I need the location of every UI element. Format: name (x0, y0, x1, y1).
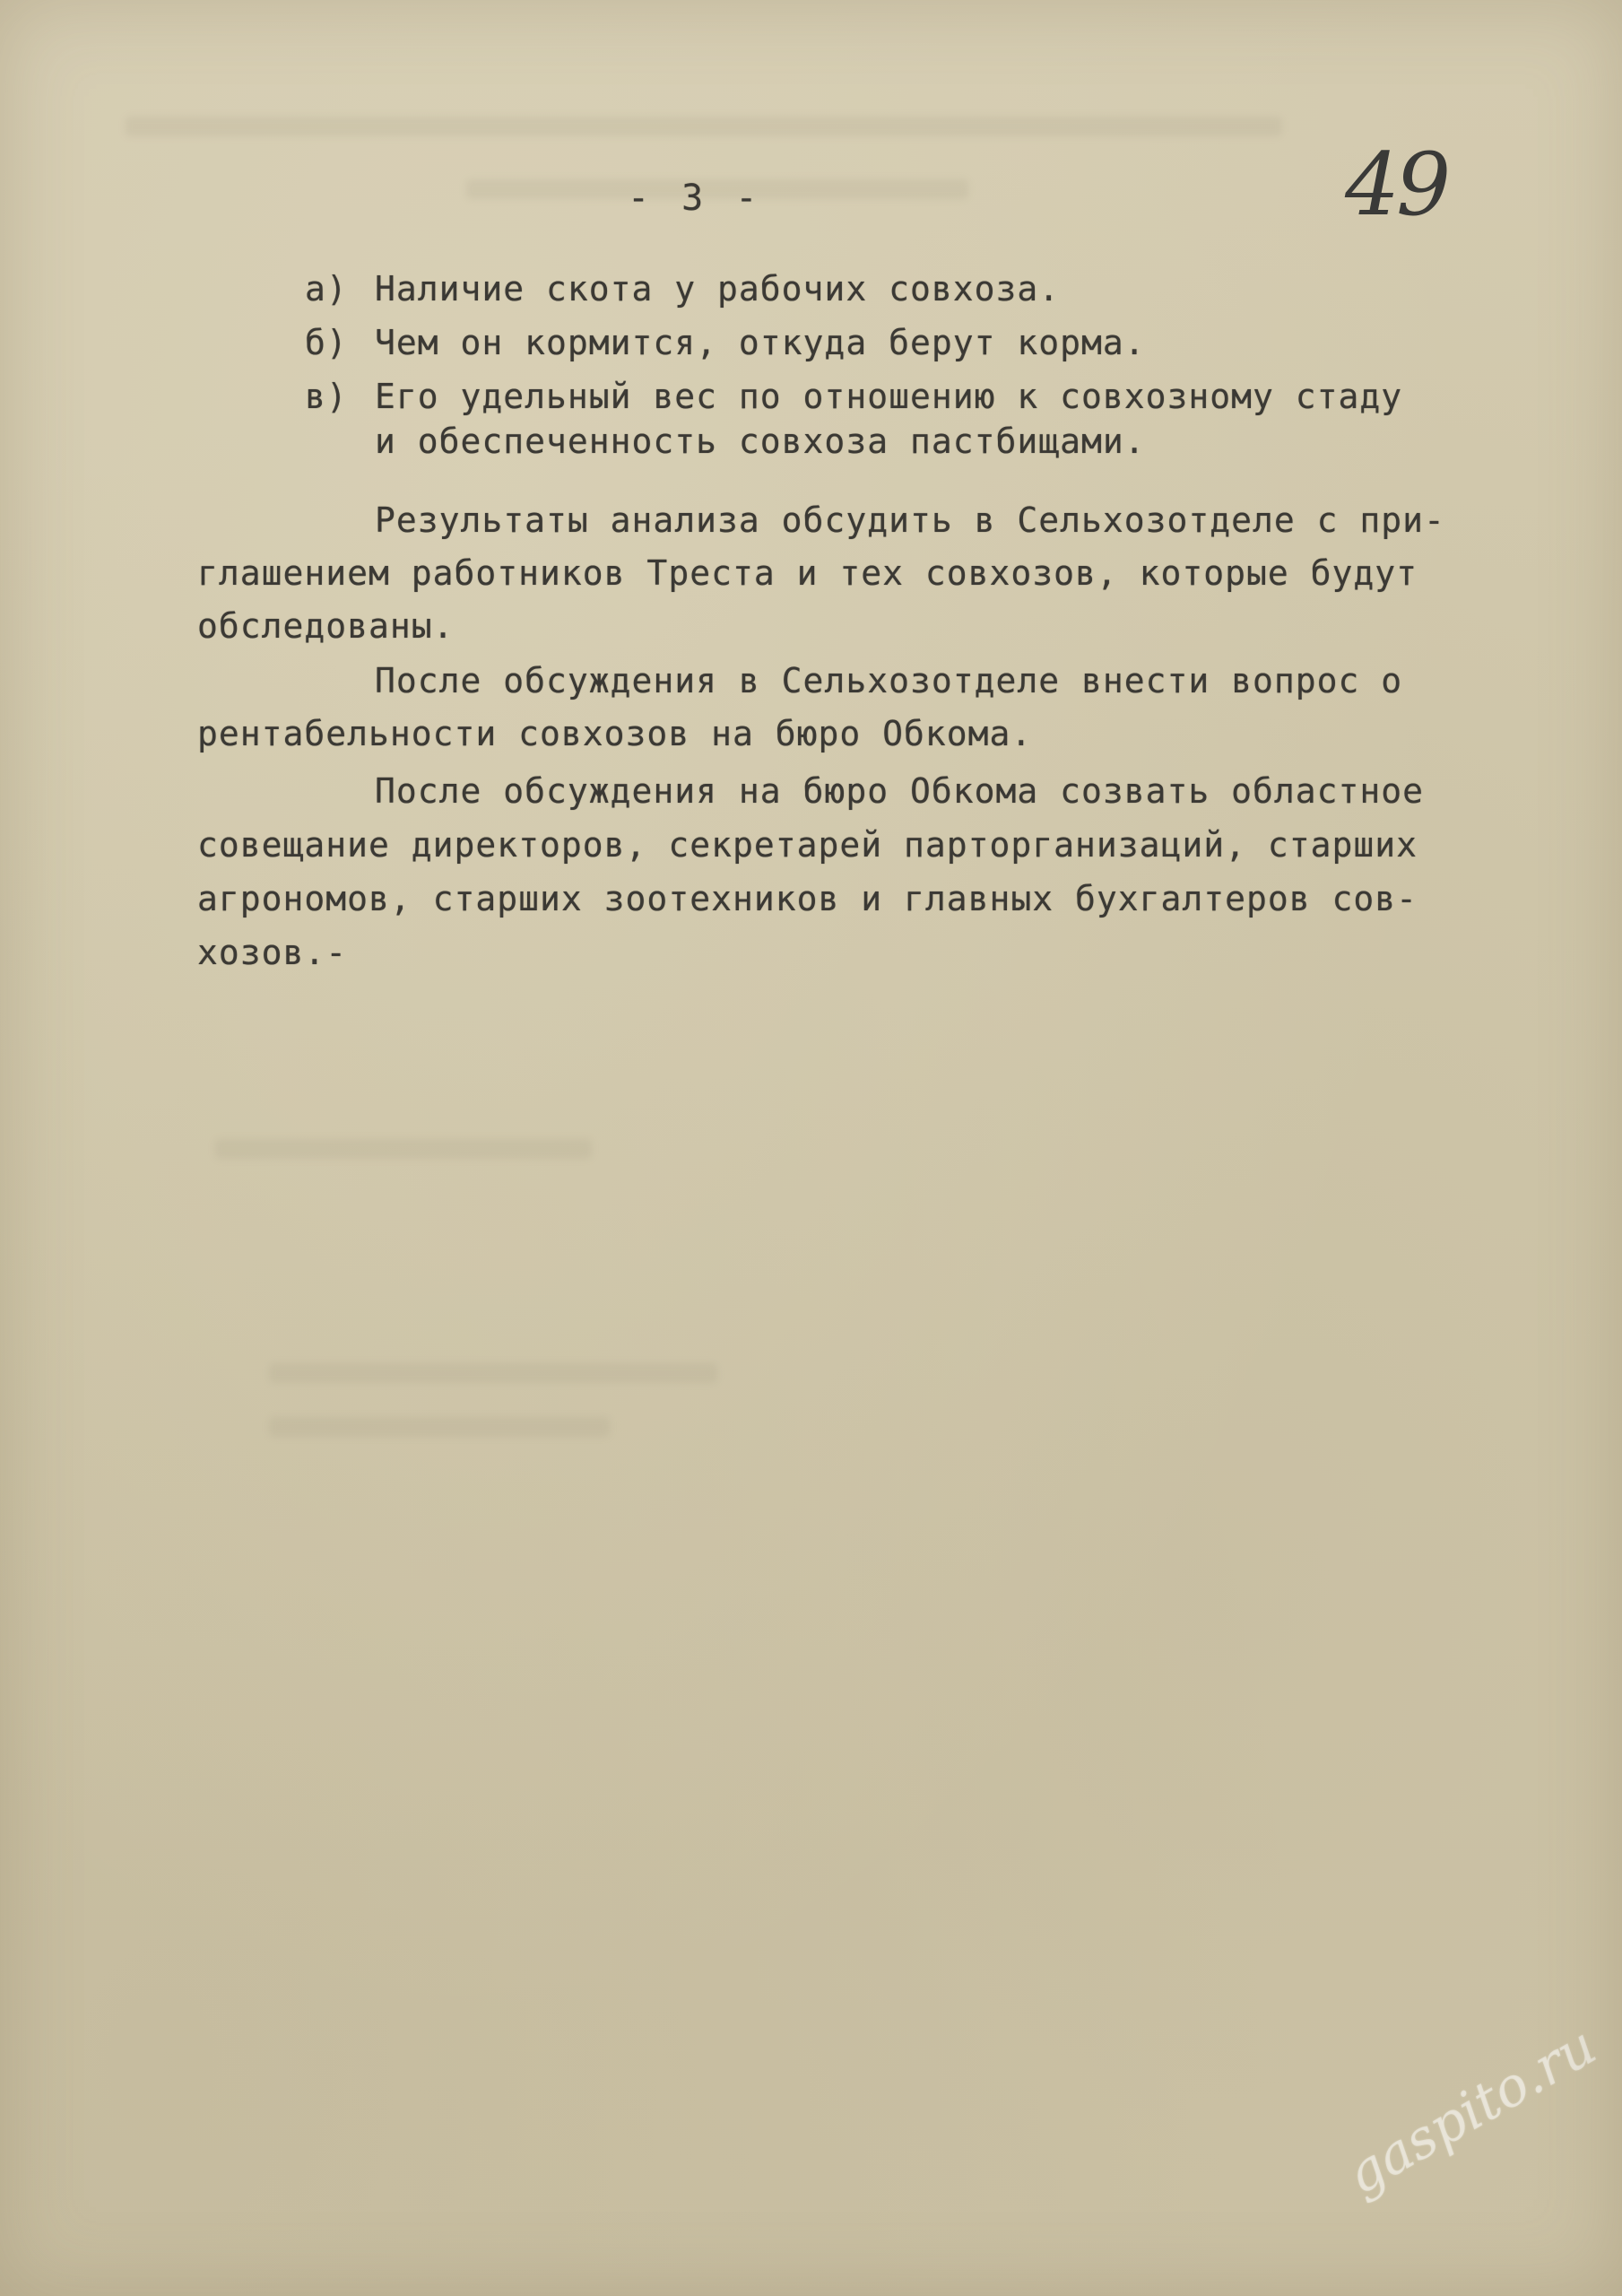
paragraph-line: совещание директоров, секретарей парторганизаций, старших (197, 825, 1418, 865)
list-item-text: Его удельный вес по отношению к совхозному стаду (375, 377, 1403, 416)
bleed-through-line (126, 117, 1282, 136)
bleed-through-line (269, 1363, 717, 1383)
paragraph-line: хозов.- (197, 933, 348, 972)
paragraph-line: После обсуждения в Сельхозотделе внести вопрос о (375, 661, 1403, 700)
paragraph-line: глашением работников Треста и тех совхозов, которые будут (197, 553, 1418, 593)
paragraph-line: Результаты анализа обсудить в Сельхозотделе с при- (375, 500, 1445, 540)
watermark: gaspito.ru (1336, 2013, 1607, 2207)
sheet-number: 49 (1345, 135, 1448, 235)
list-item-marker: в) (305, 377, 348, 416)
bleed-through-line (269, 1417, 610, 1437)
paragraph-line: рентабельности совхозов на бюро Обкома. (197, 714, 1033, 753)
paragraph-line: После обсуждения на бюро Обкома созвать областное (375, 771, 1425, 811)
paragraph-line: агрономов, старших зоотехников и главных бухгалтеров сов- (197, 879, 1418, 918)
list-item-marker: а) (305, 269, 348, 309)
list-item-continuation: и обеспеченность совхоза пастбищами. (375, 422, 1146, 461)
paragraph-line: обследованы. (197, 606, 455, 646)
list-item-marker: б) (305, 323, 348, 362)
bleed-through-line (215, 1139, 592, 1159)
list-item-text: Наличие скота у рабочих совхоза. (375, 269, 1061, 309)
list-item-text: Чем он кормится, откуда берут корма. (375, 323, 1146, 362)
page-number: - 3 - (628, 178, 763, 219)
